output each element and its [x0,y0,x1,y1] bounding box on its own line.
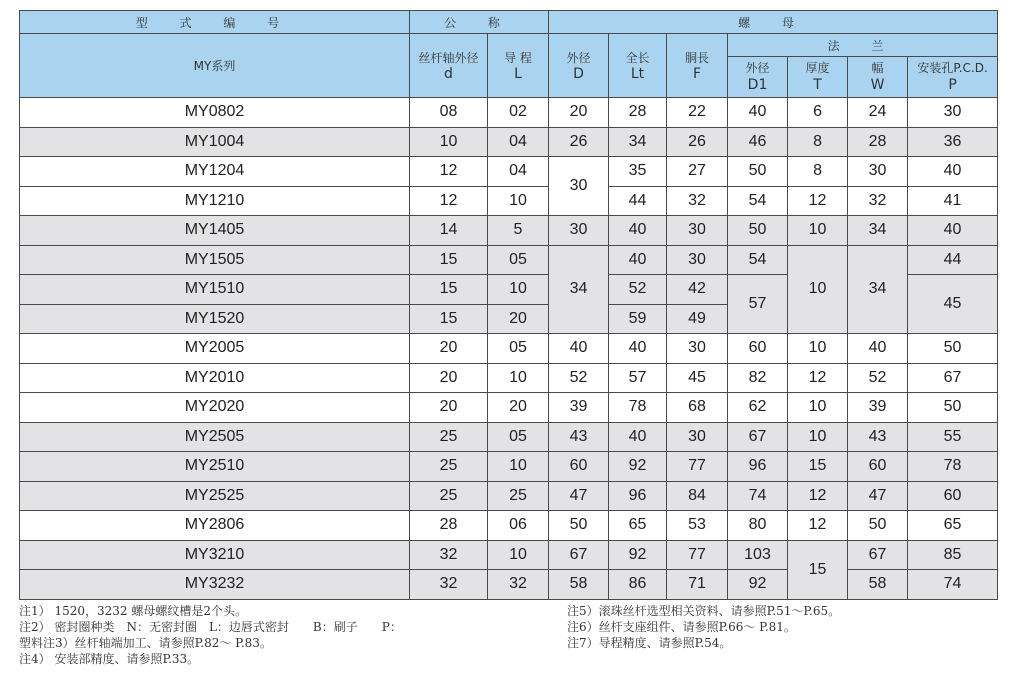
body-length-cell: 53 [667,511,728,541]
table-row [20,127,998,157]
width-cell: 50 [848,511,908,541]
width-label: 幅 [871,61,884,75]
width-cell: 60 [848,452,908,482]
total-length-cell: 96 [609,481,667,511]
outer-d-cell: 67 [549,540,609,570]
lead-cell: 20 [488,393,549,423]
body-length-header [667,34,728,98]
lead-cell: 32 [488,570,549,600]
notes-left [19,603,402,667]
pcd-cell: 78 [908,452,998,482]
lead-cell: 5 [488,216,549,246]
shaft-od-header [410,34,488,98]
body-length-cell: 22 [667,98,728,128]
flange-od-cell: 92 [728,570,788,600]
flange-group-header: 法 兰 [728,34,998,57]
header-row-sub [20,34,998,57]
note-5: 注5）滚珠丝杆选型相关资料、请参照P.51～P.65。 [567,604,841,618]
shaft-od-cell: 12 [410,157,488,187]
width-cell: 52 [848,363,908,393]
outer-d-header [549,34,609,98]
pcd-cell: 45 [908,275,998,334]
body-length-cell: 68 [667,393,728,423]
thickness-cell: 10 [788,334,848,364]
pcd-cell: 65 [908,511,998,541]
total-length-cell: 34 [609,127,667,157]
total-length-label: 全长 [625,51,650,65]
pcd-cell: 85 [908,540,998,570]
width-cell: 28 [848,127,908,157]
model-cell: MY1520 [20,304,410,334]
total-length-symbol: Lt [630,66,645,82]
shaft-od-label: 丝杆轴外径 [418,51,479,65]
flange-od-label: 外径 [745,61,770,75]
outer-d-cell: 60 [549,452,609,482]
model-cell: MY1204 [20,157,410,187]
body-length-cell: 49 [667,304,728,334]
flange-od-header [728,57,788,98]
total-length-cell: 59 [609,304,667,334]
table-row [20,511,998,541]
thickness-cell: 12 [788,481,848,511]
thickness-symbol: T [813,77,822,93]
header-row-groups [20,11,998,34]
pcd-header [908,57,998,98]
model-series-header [20,34,410,98]
table-row [20,216,998,246]
lead-cell: 10 [488,275,549,305]
flange-od-cell: 46 [728,127,788,157]
note-4: 注4） 安装部精度、请参照P.33。 [19,652,200,666]
outer-d-cell: 52 [549,363,609,393]
lead-cell: 20 [488,304,549,334]
shaft-od-cell: 15 [410,245,488,275]
total-length-cell: 57 [609,363,667,393]
thickness-label: 厚度 [805,61,830,75]
outer-d-cell: 20 [549,98,609,128]
model-cell: MY2525 [20,481,410,511]
shaft-od-cell: 20 [410,363,488,393]
note-1: 注1） 1520，3232 螺母螺纹槽是2个头。 [19,604,247,618]
model-series-prefix: MY [193,59,212,73]
lead-cell: 10 [488,540,549,570]
model-series-suffix: 系列 [211,59,236,73]
shaft-od-symbol: d [444,66,453,82]
body-length-cell: 30 [667,245,728,275]
lead-cell: 10 [488,186,549,216]
body-length-cell: 77 [667,540,728,570]
body-length-cell: 42 [667,275,728,305]
flange-od-symbol: D1 [747,77,768,93]
table-row [20,186,998,216]
table-row [20,98,998,128]
lead-cell: 05 [488,245,549,275]
body-length-cell: 27 [667,157,728,187]
shaft-od-cell: 20 [410,334,488,364]
lead-cell: 05 [488,334,549,364]
pcd-cell: 50 [908,393,998,423]
flange-od-cell: 62 [728,393,788,423]
total-length-cell: 44 [609,186,667,216]
shaft-od-cell: 25 [410,452,488,482]
total-length-cell: 35 [609,157,667,187]
width-cell: 30 [848,157,908,187]
flange-od-cell: 54 [728,245,788,275]
note-2: 注2） 密封圈种类 N：无密封圈 L：边唇式密封 B：刷子 P： [19,620,402,634]
shaft-od-cell: 08 [410,98,488,128]
body-length-cell: 71 [667,570,728,600]
lead-cell: 04 [488,157,549,187]
outer-d-symbol: D [573,66,584,82]
flange-od-cell: 40 [728,98,788,128]
table-row [20,540,998,570]
width-cell: 34 [848,245,908,334]
model-cell: MY1510 [20,275,410,305]
lead-cell: 05 [488,422,549,452]
width-symbol: W [870,77,885,93]
model-cell: MY2806 [20,511,410,541]
model-cell: MY1505 [20,245,410,275]
total-length-cell: 78 [609,393,667,423]
thickness-cell: 15 [788,540,848,599]
outer-d-cell: 39 [549,393,609,423]
pcd-cell: 41 [908,186,998,216]
body-length-cell: 30 [667,422,728,452]
width-header [848,57,908,98]
thickness-header [788,57,848,98]
pcd-cell: 60 [908,481,998,511]
flange-od-cell: 103 [728,540,788,570]
flange-od-cell: 80 [728,511,788,541]
lead-cell: 02 [488,98,549,128]
table-row [20,157,998,187]
model-cell: MY2020 [20,393,410,423]
model-cell: MY2010 [20,363,410,393]
pcd-symbol: P [948,77,957,93]
body-length-cell: 32 [667,186,728,216]
body-length-cell: 26 [667,127,728,157]
body-length-cell: 84 [667,481,728,511]
width-cell: 32 [848,186,908,216]
shaft-od-cell: 15 [410,304,488,334]
body-length-symbol: F [692,66,702,82]
total-length-cell: 52 [609,275,667,305]
table-row [20,334,998,364]
total-length-cell: 65 [609,511,667,541]
outer-d-cell: 43 [549,422,609,452]
width-cell: 34 [848,216,908,246]
outer-d-label: 外径 [566,51,591,65]
model-cell: MY3210 [20,540,410,570]
total-length-cell: 40 [609,245,667,275]
body-length-cell: 30 [667,216,728,246]
width-cell: 40 [848,334,908,364]
width-cell: 39 [848,393,908,423]
pcd-cell: 74 [908,570,998,600]
note-6: 注6）丝杆支座组件、请参照P.66～ P.81。 [567,620,796,634]
shaft-od-cell: 12 [410,186,488,216]
table-row [20,245,998,275]
lead-cell: 04 [488,127,549,157]
total-length-cell: 92 [609,540,667,570]
lead-symbol: L [514,66,522,82]
thickness-cell: 10 [788,245,848,334]
thickness-cell: 15 [788,452,848,482]
thickness-cell: 12 [788,186,848,216]
outer-d-cell: 34 [549,245,609,334]
shaft-od-cell: 20 [410,393,488,423]
flange-od-cell: 82 [728,363,788,393]
thickness-cell: 12 [788,363,848,393]
pcd-label: 安装孔P.C.D. [917,61,988,75]
table-row [20,363,998,393]
nominal-group-header: 公 称 [410,11,549,34]
model-cell: MY0802 [20,98,410,128]
shaft-od-cell: 10 [410,127,488,157]
lead-cell: 10 [488,452,549,482]
thickness-cell: 10 [788,422,848,452]
flange-od-cell: 67 [728,422,788,452]
total-length-cell: 86 [609,570,667,600]
total-length-cell: 92 [609,452,667,482]
body-length-cell: 77 [667,452,728,482]
total-length-cell: 28 [609,98,667,128]
flange-od-cell: 96 [728,452,788,482]
table-row [20,570,998,600]
notes-right [567,603,840,651]
thickness-cell: 8 [788,157,848,187]
outer-d-cell: 50 [549,511,609,541]
note-7: 注7）导程精度、请参照P.54。 [567,636,732,650]
pcd-cell: 55 [908,422,998,452]
width-cell: 67 [848,540,908,570]
table-row [20,481,998,511]
model-cell: MY2505 [20,422,410,452]
outer-d-cell: 30 [549,216,609,246]
total-length-header [609,34,667,98]
nut-group-header: 螺 母 [549,11,998,34]
model-cell: MY3232 [20,570,410,600]
shaft-od-cell: 14 [410,216,488,246]
shaft-od-cell: 25 [410,481,488,511]
pcd-cell: 30 [908,98,998,128]
table-row [20,422,998,452]
table-row [20,452,998,482]
body-length-cell: 30 [667,334,728,364]
lead-cell: 10 [488,363,549,393]
note-3: 塑料注3）丝杆轴端加工、请参照P.82～ P.83。 [19,636,272,650]
model-group-header: 型 式 编 号 [20,11,410,34]
outer-d-cell: 58 [549,570,609,600]
table-row [20,393,998,423]
lead-label: 导 程 [504,51,532,65]
thickness-cell: 8 [788,127,848,157]
model-cell: MY2510 [20,452,410,482]
thickness-cell: 10 [788,393,848,423]
shaft-od-cell: 28 [410,511,488,541]
thickness-cell: 10 [788,216,848,246]
thickness-cell: 12 [788,511,848,541]
shaft-od-cell: 25 [410,422,488,452]
model-cell: MY1004 [20,127,410,157]
shaft-od-cell: 15 [410,275,488,305]
total-length-cell: 40 [609,334,667,364]
pcd-cell: 50 [908,334,998,364]
flange-od-cell: 74 [728,481,788,511]
shaft-od-cell: 32 [410,540,488,570]
pcd-cell: 67 [908,363,998,393]
flange-od-cell: 54 [728,186,788,216]
width-cell: 47 [848,481,908,511]
width-cell: 24 [848,98,908,128]
model-cell: MY1210 [20,186,410,216]
pcd-cell: 36 [908,127,998,157]
flange-od-cell: 50 [728,216,788,246]
lead-header [488,34,549,98]
model-cell: MY1405 [20,216,410,246]
pcd-cell: 44 [908,245,998,275]
flange-od-cell: 57 [728,275,788,334]
total-length-cell: 40 [609,422,667,452]
outer-d-cell: 26 [549,127,609,157]
body-length-cell: 45 [667,363,728,393]
width-cell: 58 [848,570,908,600]
thickness-cell: 6 [788,98,848,128]
width-cell: 43 [848,422,908,452]
lead-cell: 06 [488,511,549,541]
flange-od-cell: 60 [728,334,788,364]
pcd-cell: 40 [908,216,998,246]
lead-cell: 25 [488,481,549,511]
total-length-cell: 40 [609,216,667,246]
model-cell: MY2005 [20,334,410,364]
outer-d-cell: 40 [549,334,609,364]
outer-d-cell: 30 [549,157,609,216]
spec-table [19,10,998,600]
shaft-od-cell: 32 [410,570,488,600]
flange-od-cell: 50 [728,157,788,187]
outer-d-cell: 47 [549,481,609,511]
pcd-cell: 40 [908,157,998,187]
body-length-label: 胴長 [685,51,710,65]
